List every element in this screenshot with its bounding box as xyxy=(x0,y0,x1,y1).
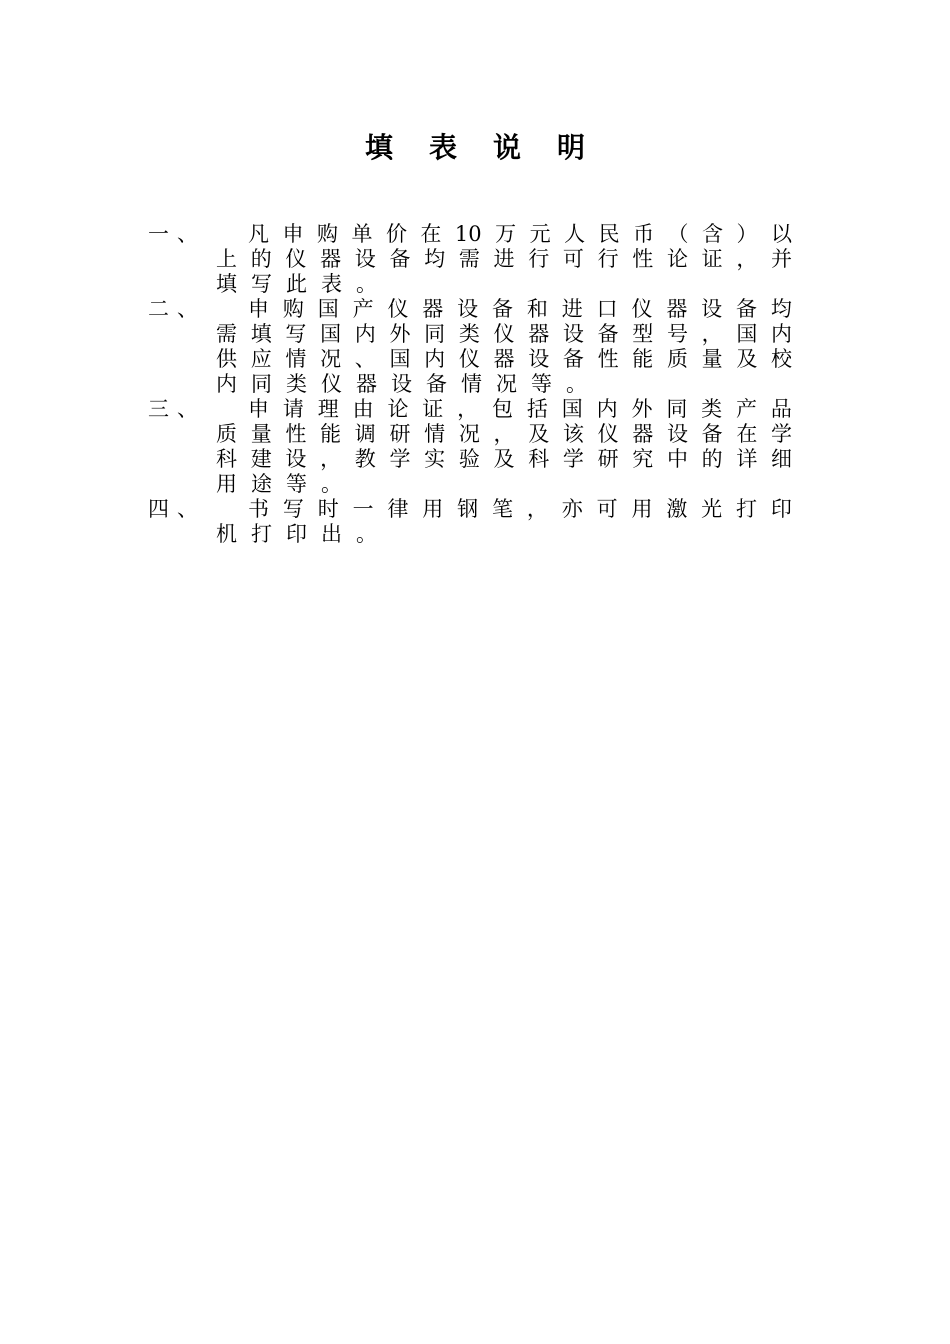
item-line: 书 写 时 一 律 用 钢 笔 ， 亦 可 用 激 光 打 印 xyxy=(248,497,792,521)
instructions-list xyxy=(148,222,792,547)
instruction-item-2 xyxy=(148,297,792,397)
item-line: 需 填 写 国 内 外 同 类 仪 器 设 备 型 号 ， 国 内 xyxy=(216,322,792,346)
instruction-item-1 xyxy=(148,222,792,297)
item-line: 机 打 印 出 。 xyxy=(216,522,377,546)
item-line: 凡 申 购 单 价 在 10 万 元 人 民 币 （ 含 ） 以 xyxy=(248,222,792,246)
page-title: 填表说明 xyxy=(364,131,621,164)
item-marker: 二、 xyxy=(148,297,206,321)
instruction-item-3 xyxy=(148,397,792,497)
item-line: 质 量 性 能 调 研 情 况 ， 及 该 仪 器 设 备 在 学 xyxy=(216,422,792,446)
item-marker: 四、 xyxy=(148,497,206,521)
item-line: 填 写 此 表 。 xyxy=(216,272,377,296)
item-line: 供 应 情 况 、 国 内 仪 器 设 备 性 能 质 量 及 校 xyxy=(216,347,792,371)
item-marker: 一、 xyxy=(148,222,206,246)
item-marker: 三、 xyxy=(148,397,206,421)
item-line: 申 请 理 由 论 证 ， 包 括 国 内 外 同 类 产 品 xyxy=(248,397,792,421)
item-line: 用 途 等 。 xyxy=(216,472,342,496)
item-line: 科 建 设 ， 教 学 实 验 及 科 学 研 究 中 的 详 细 xyxy=(216,447,792,471)
item-line: 申 购 国 产 仪 器 设 备 和 进 口 仪 器 设 备 均 xyxy=(248,297,792,321)
item-line: 上 的 仪 器 设 备 均 需 进 行 可 行 性 论 证 ， 并 xyxy=(216,247,792,271)
instruction-item-4 xyxy=(148,497,792,547)
item-line: 内 同 类 仪 器 设 备 情 况 等 。 xyxy=(216,372,587,396)
